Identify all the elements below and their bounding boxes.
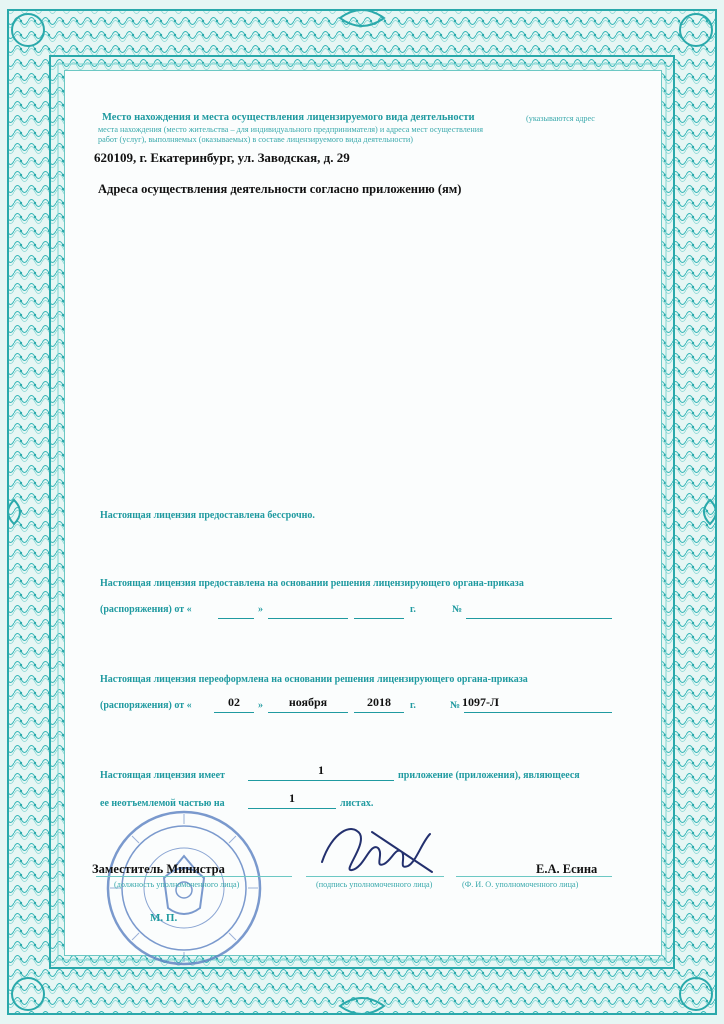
- header-note-line2: места нахождения (место жительства – для индивидуального предпринимателя) и адреса мест осуществления: [98, 125, 483, 134]
- attachments-line2-prefix: ее неотъемлемой частью на: [100, 798, 225, 809]
- signatory-name: Е.А. Есина: [536, 862, 598, 876]
- basis-day-field: [218, 604, 254, 619]
- reissue-number: 1097-Л: [462, 695, 499, 709]
- header-title: Место нахождения и места осуществления лицензируемого вида деятельности: [102, 112, 475, 123]
- caption-position: (должность уполномоченного лица): [114, 880, 240, 889]
- signature-underline: [306, 876, 444, 877]
- caption-name: (Ф. И. О. уполномоченного лица): [462, 880, 579, 889]
- caption-signature: (подпись уполномоченного лица): [316, 880, 433, 889]
- header-note-inline: (указываются адрес: [526, 114, 595, 123]
- reissue-month: ноября: [288, 695, 328, 709]
- attachments-line1-suffix: приложение (приложения), являющееся: [398, 770, 580, 781]
- reissue-year-suffix: г.: [410, 700, 416, 711]
- signatory-position: Заместитель Министра: [92, 862, 225, 876]
- reissue-year: 2018: [367, 695, 391, 709]
- basis-number-field: [466, 604, 612, 619]
- attachments-line2-suffix: листах.: [340, 798, 374, 809]
- basis-year-suffix: г.: [410, 604, 416, 615]
- reissue-line1: Настоящая лицензия переоформлена на основании решения лицензирующего органа-приказа: [100, 674, 528, 685]
- reissue-number-sign: №: [450, 700, 461, 711]
- addresses-note: Адреса осуществления деятельности согласно приложению (ям): [98, 182, 462, 196]
- basis-quote-close: »: [258, 604, 263, 615]
- basis-number-sign: №: [452, 604, 463, 615]
- attachments-count: 1: [318, 763, 324, 777]
- reissue-line2-prefix: (распоряжения) от «: [100, 700, 192, 711]
- perpetual-text: Настоящая лицензия предоставлена бессрочно.: [100, 510, 315, 521]
- basis-year-field: [354, 604, 404, 619]
- basis-line2-prefix: (распоряжения) от «: [100, 604, 192, 615]
- handwritten-signature: [312, 812, 442, 882]
- basis-line1: Настоящая лицензия предоставлена на основании решения лицензирующего органа-приказа: [100, 578, 524, 589]
- address-text: 620109, г. Екатеринбург, ул. Заводская, д. 29: [94, 150, 350, 165]
- reissue-day: 02: [228, 695, 240, 709]
- reissue-quote-close: »: [258, 700, 263, 711]
- attachments-sheets: 1: [289, 791, 295, 805]
- attachments-line1-prefix: Настоящая лицензия имеет: [100, 770, 225, 781]
- basis-month-field: [268, 604, 348, 619]
- position-underline: [96, 876, 292, 877]
- name-underline: [456, 876, 612, 877]
- header-note-line3: работ (услуг), выполняемых (оказываемых) в составе лицензируемого вида деятельности): [98, 135, 413, 144]
- stamp-place-mp: М. П.: [150, 912, 178, 924]
